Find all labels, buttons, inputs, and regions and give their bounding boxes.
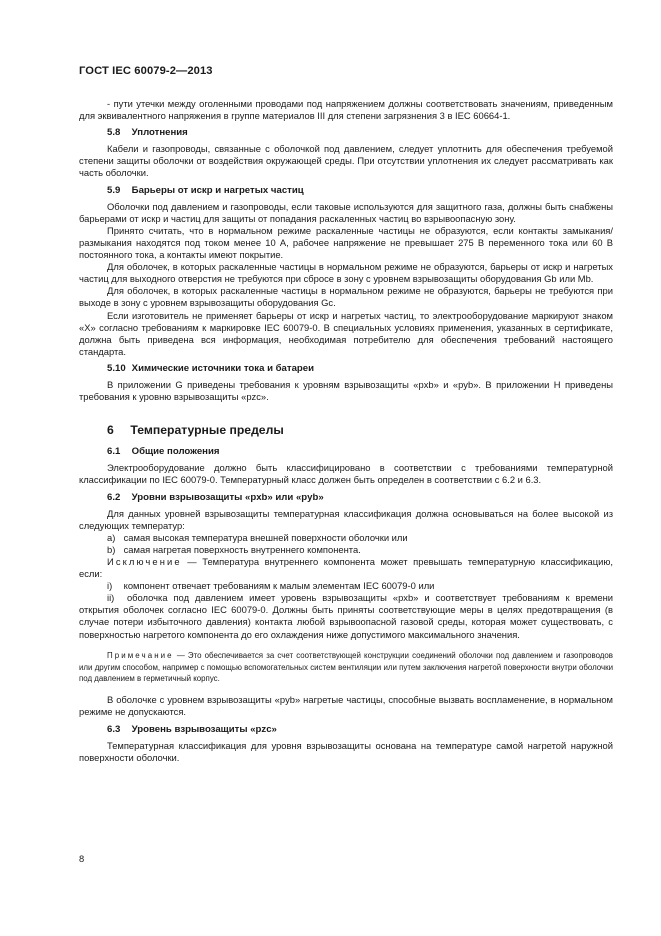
list-item-text: самая высокая температура внешней поверхности оболочки или — [123, 531, 408, 543]
list-item-label: ii) — [107, 592, 115, 604]
section-6-1-heading — [107, 446, 613, 458]
section-title: Температурные пределы — [130, 423, 284, 438]
paragraph: Для оболочек, в которых раскаленные частицы в нормальном режиме не образуются, барьеры не требуются при выходе в зону с уровнем взрывозащиты оборудования Gc. — [79, 285, 613, 309]
section-number: 6.1 — [107, 446, 121, 458]
paragraph: В приложении G приведены требования к уровням взрывозащиты «pxb» и «pyb». В приложении H приведены требования к уровню взрывозащиты «pzc». — [79, 378, 613, 403]
list-item — [79, 544, 613, 556]
paragraph: Оболочки под давлением и газопроводы, если таковые используются для защитного газа, должны быть снабжены барьерами от искр и частиц для защиты от попадания раскаленных частиц во взрывоопасную зону. — [79, 200, 613, 224]
paragraph: Для данных уровней взрывозащиты температурная классификация должна основываться на более высокой из следующих температур: — [79, 507, 613, 531]
section-6-heading — [107, 424, 613, 436]
exception-paragraph — [79, 556, 613, 580]
note-word: Примечание — [107, 650, 174, 660]
note-text: — Это обеспечивается за счет соответствующей конструкции соединений оболочки под давлением и газопроводов или другим способом, например с помощью вспомогательных систем вентиляции или путем заключения нагретой поверхности внутри оболочки под давлением в герметичный корпус. — [79, 650, 613, 684]
section-title: Уровни взрывозащиты «pxb» или «pyb» — [131, 491, 324, 503]
list-item-label: а) — [107, 531, 116, 543]
paragraph: Для оболочек, в которых раскаленные частицы в нормальном режиме не образуются, барьеры от искр и нагретых частиц для выходного отверстия не требуются при сбросе в зону с уровнем взрывозащиты оборудования Gb или Mb. — [79, 261, 613, 285]
exception-text: — Температура внутреннего компонента может превышать температурную классификацию, если: — [79, 556, 613, 580]
list-item — [79, 592, 613, 640]
section-title: Уровень взрывозащиты «pzc» — [131, 723, 277, 735]
list-item-label: i) — [107, 580, 113, 592]
section-5-8-heading — [107, 127, 613, 139]
section-6-2-heading — [107, 492, 613, 504]
list-item-text: компонент отвечает требованиям к малым элементам IEC 60079-0 или — [123, 580, 435, 592]
page-number: 8 — [79, 853, 85, 864]
section-5-9-heading — [107, 185, 613, 197]
paragraph: В оболочке с уровнем взрывозащиты «pyb» нагретые частицы, способные вызвать воспламенение, в нормальном режиме не допускаются. — [79, 694, 613, 718]
section-number: 6.3 — [107, 723, 121, 735]
section-number: 5.10 — [107, 362, 126, 374]
section-6-3-heading — [107, 724, 613, 736]
document-body — [79, 98, 613, 764]
paragraph: Принято считать, что в нормальном режиме раскаленные частицы не образуются, если контакты замыкания/размыкания находятся под током менее 10 А, рабочее напряжение не превышает 275 В переменного тока или 60 В постоянного тока, а контакты имеют покрытие. — [79, 224, 613, 261]
list-item-label: b) — [107, 543, 116, 555]
intro-paragraph: - пути утечки между оголенными проводами под напряжением должны соответствовать значениям, приведенным для эквивалентного напряжения в группе материалов III для степени загрязнения 3 в IEC 60664-1. — [79, 98, 613, 122]
list-item — [79, 580, 613, 592]
section-title: Химические источники тока и батареи — [131, 362, 315, 374]
paragraph: Электрооборудование должно быть классифицировано в соответствии с требованиями температурной классификации по IEC 60079-0. Температурный класс должен быть определен в соответствии с 6.2 и 6.3. — [79, 462, 613, 486]
section-title: Общие положения — [131, 446, 220, 458]
section-number: 6.2 — [107, 491, 121, 503]
section-title: Барьеры от искр и нагретых частиц — [131, 184, 304, 196]
exception-word: Исключение — [107, 556, 182, 567]
paragraph: Если изготовитель не применяет барьеры от искр и нагретых частиц, то электрооборудование маркируют знаком «X» согласно требованиям к маркировке IEC 60079-0. В специальных условиях применения, указанных в сертификате, должна быть приведена вся информация, необходимая потребителю для обеспечения требований настоящего стандарта. — [79, 309, 613, 357]
paragraph: Температурная классификация для уровня взрывозащиты основана на температуре самой нагретой наружной поверхности оболочки. — [79, 739, 613, 763]
section-5-10-heading — [107, 363, 613, 375]
list-item — [79, 532, 613, 544]
section-number: 6 — [107, 423, 114, 438]
paragraph: Кабели и газопроводы, связанные с оболочкой под давлением, следует уплотнить для обеспечения требуемой степени защиты оболочки от воздействия окружающей среды. При отсутствии уплотнения их следует рассматривать как часть оболочки. — [79, 143, 613, 179]
note-paragraph — [79, 650, 613, 686]
list-item-text: оболочка под давлением имеет уровень взрывозащиты «pxb» и соответствует требованиям к времени открытия оболочек согласно IEC 60079-0. Должны быть приняты соответствующие меры в целях предотвращения (в случае потери избыточного давления) контакта любой взрывоопасной газовой среды, которая может существовать, с поверхностью нагретого компонента до его охлаждения ниже допустимого максимального значения. — [79, 592, 613, 640]
section-number: 5.8 — [107, 127, 121, 139]
section-number: 5.9 — [107, 184, 121, 196]
section-title: Уплотнения — [131, 127, 188, 139]
list-item-text: самая нагретая поверхность внутреннего компонента. — [123, 543, 361, 555]
document-header: ГОСТ IEC 60079-2—2013 — [79, 65, 213, 77]
